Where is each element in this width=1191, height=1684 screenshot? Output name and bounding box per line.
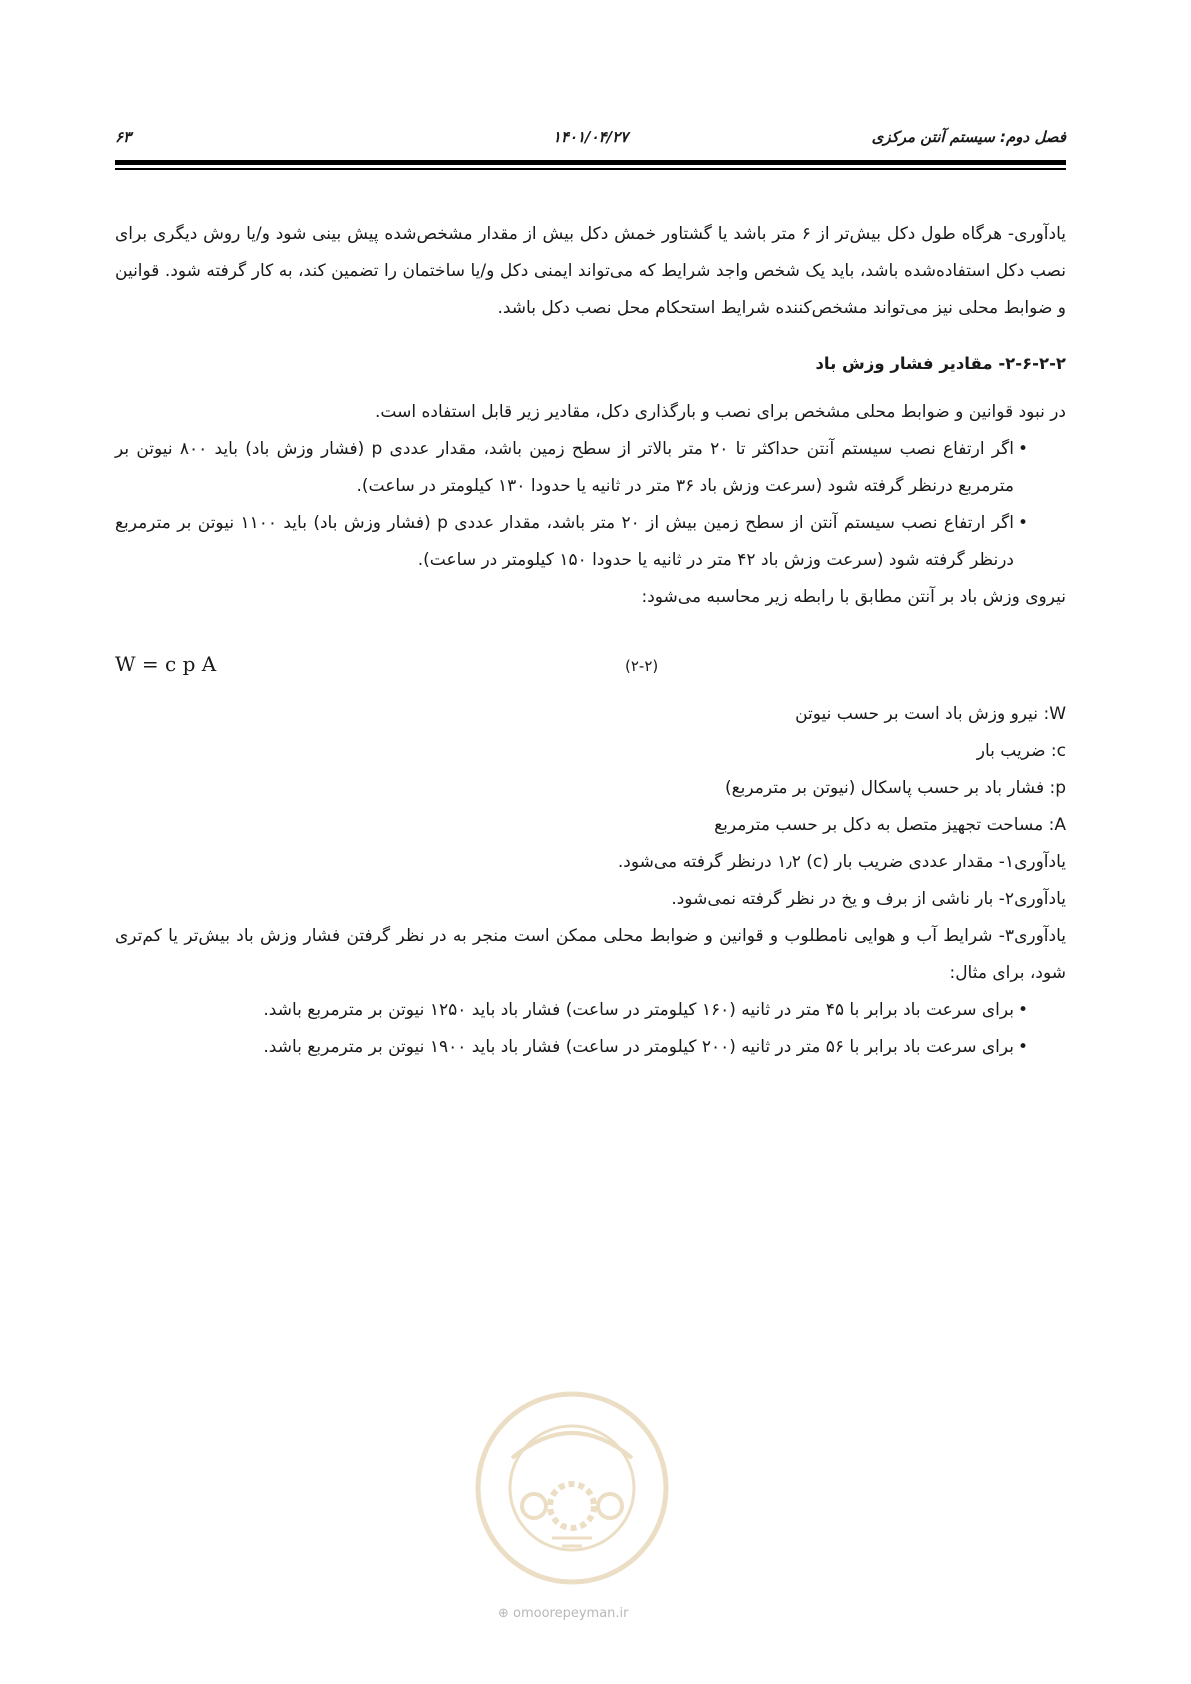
- page-header: [115, 122, 1066, 152]
- definition-a: A: مساحت تجهیز متصل به دکل بر حسب مترمربع: [714, 815, 1066, 835]
- section-intro: در نبود قوانین و ضوابط محلی مشخص برای نصب و بارگذاری دکل، مقادیر زیر قابل استفاده است.: [375, 402, 1066, 422]
- list-item-text: برای سرعت باد برابر با ۵۶ متر در ثانیه (۲۰۰ کیلومتر در ساعت) فشار باد باید ۱۹۰۰ نیوتن بر مترمربع باشد.: [263, 1037, 1014, 1057]
- formula-equation: W = c p A: [115, 652, 217, 676]
- page-number: ۶۳: [115, 128, 132, 146]
- formula-number: (۲-۲): [625, 657, 659, 675]
- list-item: [115, 992, 1066, 1029]
- example-bullet-list: [115, 992, 1066, 1066]
- note-2: یادآوری۲- بار ناشی از برف و یخ در نظر گرفته نمی‌شود.: [671, 889, 1066, 909]
- section-heading: ۲-۶-۲-۲- مقادیر فشار وزش باد: [815, 354, 1066, 373]
- list-item-text: اگر ارتفاع نصب سیستم آنتن از سطح زمین بیش از ۲۰ متر باشد، مقدار عددی p (فشار وزش باد) باید ۱۱۰۰ نیوتن بر مترمربع درنظر گرفته شود (سرعت وزش باد ۴۲ متر در ثانیه یا حدودا ۱۵۰ کیلومتر در ساعت).: [115, 513, 1014, 570]
- document-body: [115, 216, 1066, 1066]
- list-item: [115, 1029, 1066, 1066]
- watermark-seal-icon: [472, 1388, 672, 1588]
- formula-block: [115, 638, 1066, 688]
- header-date: ۱۴۰۱/۰۴/۲۷: [552, 128, 629, 146]
- header-rule-thin: [115, 168, 1066, 170]
- list-item-text: برای سرعت باد برابر با ۴۵ متر در ثانیه (۱۶۰ کیلومتر در ساعت) فشار باد باید ۱۲۵۰ نیوتن بر مترمربع باشد.: [263, 1000, 1014, 1020]
- intro-note: یادآوری- هرگاه طول دکل بیش‌تر از ۶ متر باشد یا گشتاور خمش دکل بیش از مقدار مشخص‌شده پیش بینی شود و/یا روش دیگری برای نصب دکل استفاده‌شده باشد، باید یک شخص واجد شرایط که می‌تواند ایمنی دکل و/یا ساختمان را تضمین کند، به کار گرفته شود. قوانین و ضوابط محلی نیز می‌تواند مشخص‌کننده شرایط استحکام محل نصب دکل باشد.: [115, 224, 1066, 318]
- definition-p: p: فشار باد بر حسب پاسکال (نیوتن بر مترمربع): [724, 778, 1066, 798]
- bullet-icon: •: [1017, 1037, 1028, 1057]
- list-item: [115, 431, 1066, 505]
- chapter-title: فصل دوم: سیستم آنتن مرکزی: [871, 128, 1066, 146]
- bullet-icon: •: [1017, 1000, 1028, 1020]
- note-3: یادآوری۳- شرایط آب و هوایی نامطلوب و قوانین و ضوابط محلی ممکن است منجر به در نظر گرفتن فشار وزش باد بیش‌تر یا کم‌تری شود، برای مثال:: [115, 926, 1066, 983]
- bullet-icon: •: [1017, 439, 1028, 459]
- list-item: [115, 505, 1066, 579]
- height-bullet-list: [115, 431, 1066, 579]
- header-rule-thick: [115, 160, 1066, 165]
- definition-w: W: نیرو وزش باد است بر حسب نیوتن: [795, 704, 1066, 724]
- bullet-icon: •: [1017, 513, 1028, 533]
- note-1: یادآوری۱- مقدار عددی ضریب بار (c) ۱٫۲ درنظر گرفته می‌شود.: [617, 852, 1066, 872]
- force-intro: نیروی وزش باد بر آنتن مطابق با رابطه زیر محاسبه می‌شود:: [641, 587, 1066, 607]
- list-item-text: اگر ارتفاع نصب سیستم آنتن حداکثر تا ۲۰ متر بالاتر از سطح زمین باشد، مقدار عددی p (فشار وزش باد) باید ۸۰۰ نیوتن بر مترمربع درنظر گرفته شود (سرعت وزش باد ۳۶ متر در ثانیه یا حدودا ۱۳۰ کیلومتر در ساعت).: [115, 439, 1014, 496]
- watermark-url-text: omoorepeyman.ir: [513, 1606, 629, 1621]
- definition-c: c: ضریب بار: [976, 741, 1066, 761]
- watermark-url: ⊕ omoorepeyman.ir: [498, 1606, 629, 1621]
